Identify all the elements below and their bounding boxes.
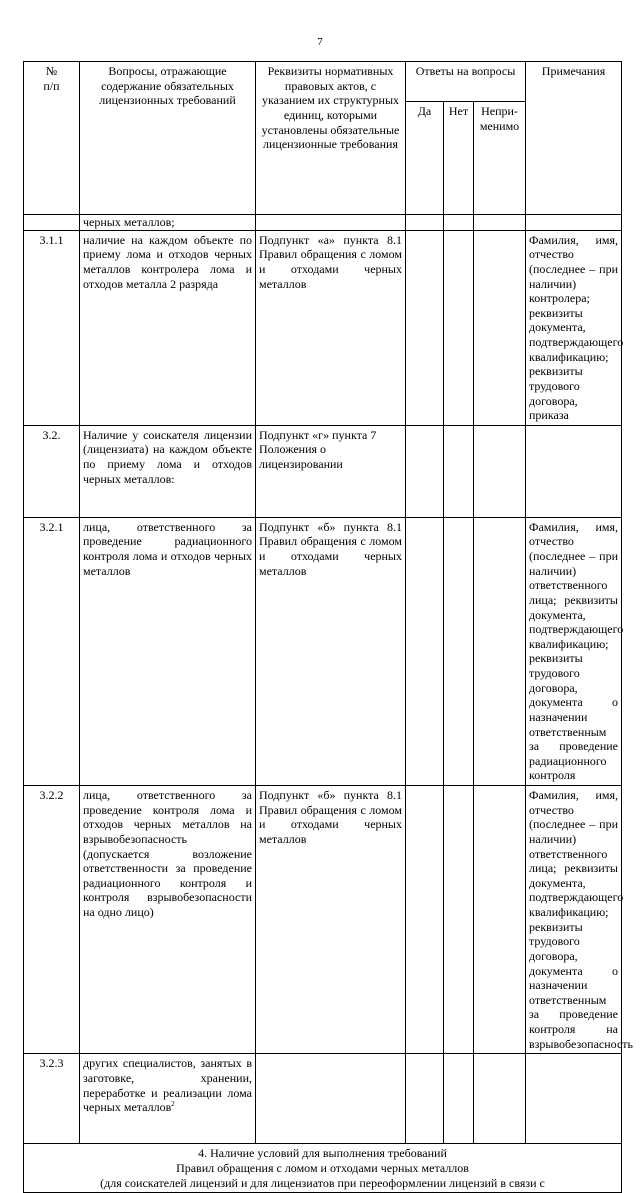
row-question: лица, ответственного за проведение радиационного контроля лома и отходов черных металлов [80,517,256,785]
license-requirements-table [23,61,633,1193]
row-num: 3.2.2 [24,786,80,1054]
page-number: 7 [317,36,323,48]
section-heading-row [24,1144,622,1193]
answer-no-cell[interactable] [444,517,474,785]
row-requisite: Подпункт «б» пункта 8.1 Правил обращения с ломом и отходами черных металлов [256,517,406,785]
row-num [24,215,80,231]
row-note [526,215,622,231]
row-question: черных металлов; [80,215,256,231]
table-row [24,1054,622,1144]
row-note: Фамилия, имя, отчество (последнее – при наличии) контролера; реквизиты документа, подтверждающего квалификацию; реквизиты трудового договора, приказа [526,230,622,425]
header-answers: Ответы на вопросы [406,62,526,102]
row-question [80,1054,256,1144]
row-note [526,1054,622,1144]
section-4-line-1: 4. Наличие условий для выполнения требований [198,1146,447,1161]
row-note [526,425,622,517]
row-question: Наличие у соискателя лицензии (лицензиата) на каждом объекте по приему лома и отходов черных металлов: [80,425,256,517]
section-4-line-3: (для соискателей лицензий и для лицензиатов при переоформлении лицензий в связи с [100,1175,545,1190]
answer-yes-cell[interactable] [406,425,444,517]
row-num: 3.2. [24,425,80,517]
answer-na-cell[interactable] [474,425,526,517]
header-not-applicable: Непри- менимо [474,102,526,215]
answer-na-cell[interactable] [474,1054,526,1144]
row-requisite [256,1054,406,1144]
answer-na-cell[interactable] [474,517,526,785]
row-requisite: Подпункт «б» пункта 8.1 Правил обращения с ломом и отходами черных металлов [256,786,406,1054]
answer-no-cell[interactable] [444,215,474,231]
table-row [24,230,622,425]
row-question-text: других специалистов, занятых в заготовке, хранении, переработке и реализации лома черных металлов [83,1056,252,1115]
answer-no-cell[interactable] [444,230,474,425]
answer-yes-cell[interactable] [406,230,444,425]
header-num: № п/п [24,62,80,215]
header-yes: Да [406,102,444,215]
table-row [24,215,622,231]
row-requisite: Подпункт «а» пункта 8.1 Правил обращения с ломом и отходами черных металлов [256,230,406,425]
answer-na-cell[interactable] [474,230,526,425]
row-note: Фамилия, имя, отчество (последнее – при наличии) ответственного лица; реквизиты документа, подтверждающего квалификацию; реквизиты трудового договора, документа о назначении ответственным за проведение радиационного контроля [526,517,622,785]
header-no: Нет [444,102,474,215]
table-row [24,517,622,785]
table-row [24,425,622,517]
section-4-line-2: Правил обращения с ломом и отходами черных металлов [176,1160,469,1175]
footnote-marker: 2 [171,1100,175,1109]
table-row [24,786,622,1054]
row-requisite [256,215,406,231]
answer-no-cell[interactable] [444,425,474,517]
row-requisite: Подпункт «г» пункта 7 Положения о лицензировании [256,425,406,517]
answer-yes-cell[interactable] [406,517,444,785]
header-requisites: Реквизиты нормативных правовых актов, с указанием их структурных единиц, которыми установлены обязательные лицензионные требования [256,62,406,215]
row-note: Фамилия, имя, отчество (последнее – при наличии) ответственного лица; реквизиты документа, подтверждающего квалификацию; реквизиты трудового договора, документа о назначении ответственным за проведение контроля на взрывобезопасность [526,786,622,1054]
row-question: лица, ответственного за проведение контроля лома и отходов черных металлов на взрывобезопасность (допускается возложение ответственности за проведение радиационного контроля и контроля взрывобезопасности на одно лицо) [80,786,256,1054]
answer-yes-cell[interactable] [406,786,444,1054]
answer-yes-cell[interactable] [406,1054,444,1144]
section-4-heading [24,1144,622,1193]
row-num: 3.2.3 [24,1054,80,1144]
header-questions: Вопросы, отражающие содержание обязательных лицензионных требований [80,62,256,215]
answer-na-cell[interactable] [474,786,526,1054]
row-num: 3.2.1 [24,517,80,785]
answer-no-cell[interactable] [444,786,474,1054]
row-num: 3.1.1 [24,230,80,425]
answer-no-cell[interactable] [444,1054,474,1144]
answer-na-cell[interactable] [474,215,526,231]
header-notes: Примечания [526,62,622,215]
answer-yes-cell[interactable] [406,215,444,231]
row-question: наличие на каждом объекте по приему лома и отходов черных металлов контролера лома и отходов металла 2 разряда [80,230,256,425]
